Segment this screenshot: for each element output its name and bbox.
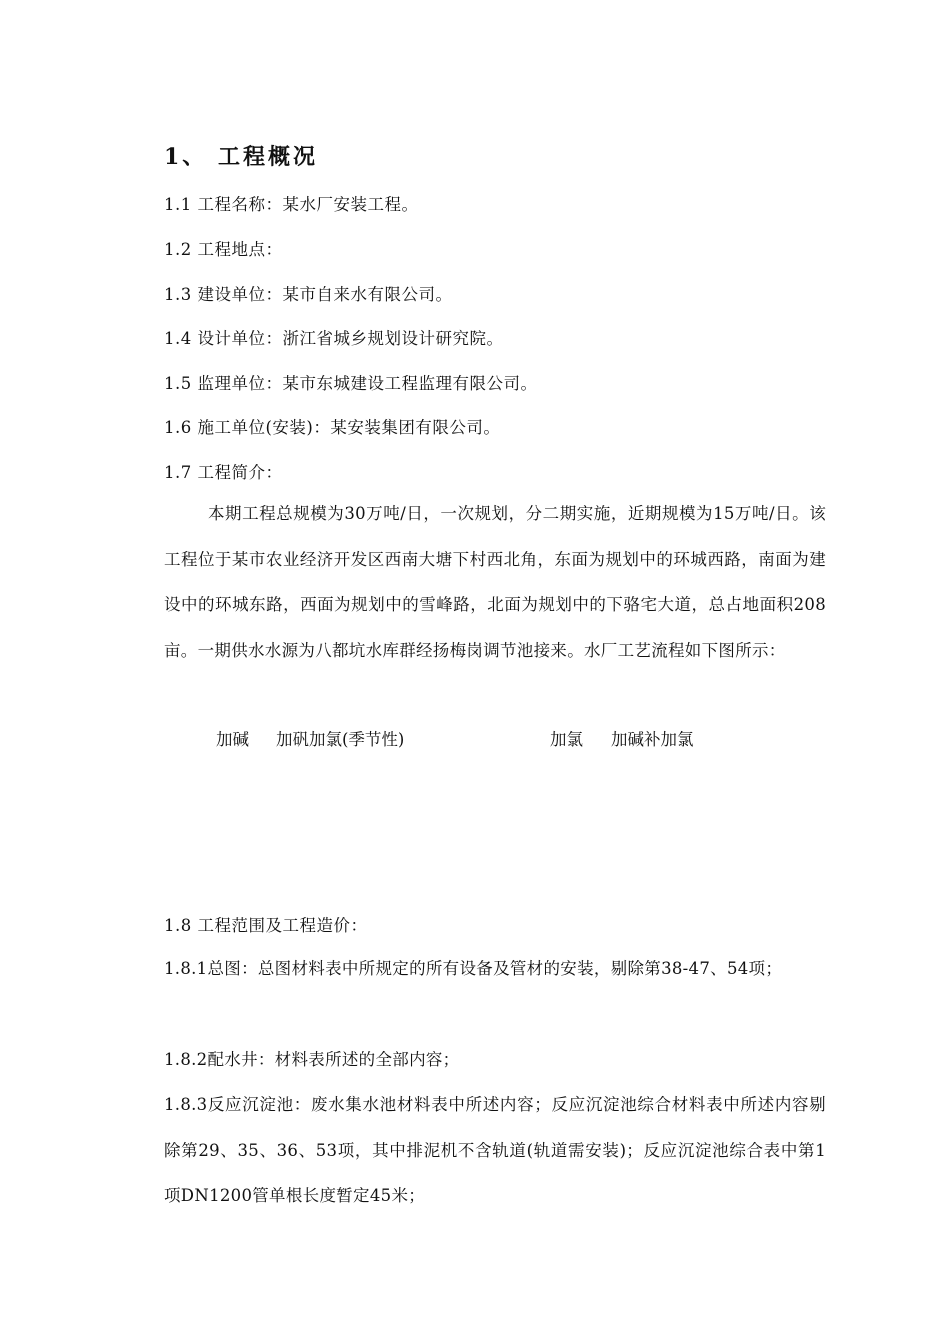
- scope-item-sedimentation-tank: 1.8.3反应沉淀池：废水集水池材料表中所述内容；反应沉淀池综合材料表中所述内容剔除第29、35、36、53项，其中排泥机不含轨道(轨道需安装)；反应沉淀池综合表中第1项DN1200管单根长度暂定45米；: [164, 1095, 826, 1205]
- process-label-alkali-rechlorine: 加碱补加氯: [611, 730, 694, 749]
- section-heading: 1、 工程概况: [164, 144, 318, 170]
- process-label-chlorine: 加氯: [550, 730, 583, 749]
- item-project-name: 1.1 工程名称：某水厂安装工程。: [164, 195, 419, 214]
- item-contractor: 1.6 施工单位(安装)：某安装集团有限公司。: [164, 418, 501, 437]
- process-label-alkali: 加碱: [216, 730, 249, 749]
- item-project-location: 1.2 工程地点：: [164, 240, 283, 259]
- scope-heading: 1.8 工程范围及工程造价：: [164, 916, 368, 935]
- item-owner: 1.3 建设单位：某市自来水有限公司。: [164, 285, 453, 304]
- item-designer: 1.4 设计单位：浙江省城乡规划设计研究院。: [164, 329, 504, 348]
- process-label-alum-chlorine: 加矾加氯(季节性): [276, 730, 405, 749]
- item-supervisor: 1.5 监理单位：某市东城建设工程监理有限公司。: [164, 374, 538, 393]
- item-introduction: 1.7 工程简介：: [164, 463, 283, 482]
- scope-item-general-plan: 1.8.1总图：总图材料表中所规定的所有设备及管材的安装，剔除第38-47、54项；: [164, 959, 783, 978]
- scope-item-distribution-well: 1.8.2配水井：材料表所述的全部内容；: [164, 1050, 460, 1069]
- intro-paragraph: 本期工程总规模为30万吨/日，一次规划，分二期实施，近期规模为15万吨/日。该工程位于某市农业经济开发区西南大塘下村西北角，东面为规划中的环城西路，南面为建设中的环城东路，西面为规划中的雪峰路，北面为规划中的下骆宅大道，总占地面积208亩。一期供水水源为八都坑水库群经扬梅岗调节池接来。水厂工艺流程如下图所示：: [164, 504, 826, 660]
